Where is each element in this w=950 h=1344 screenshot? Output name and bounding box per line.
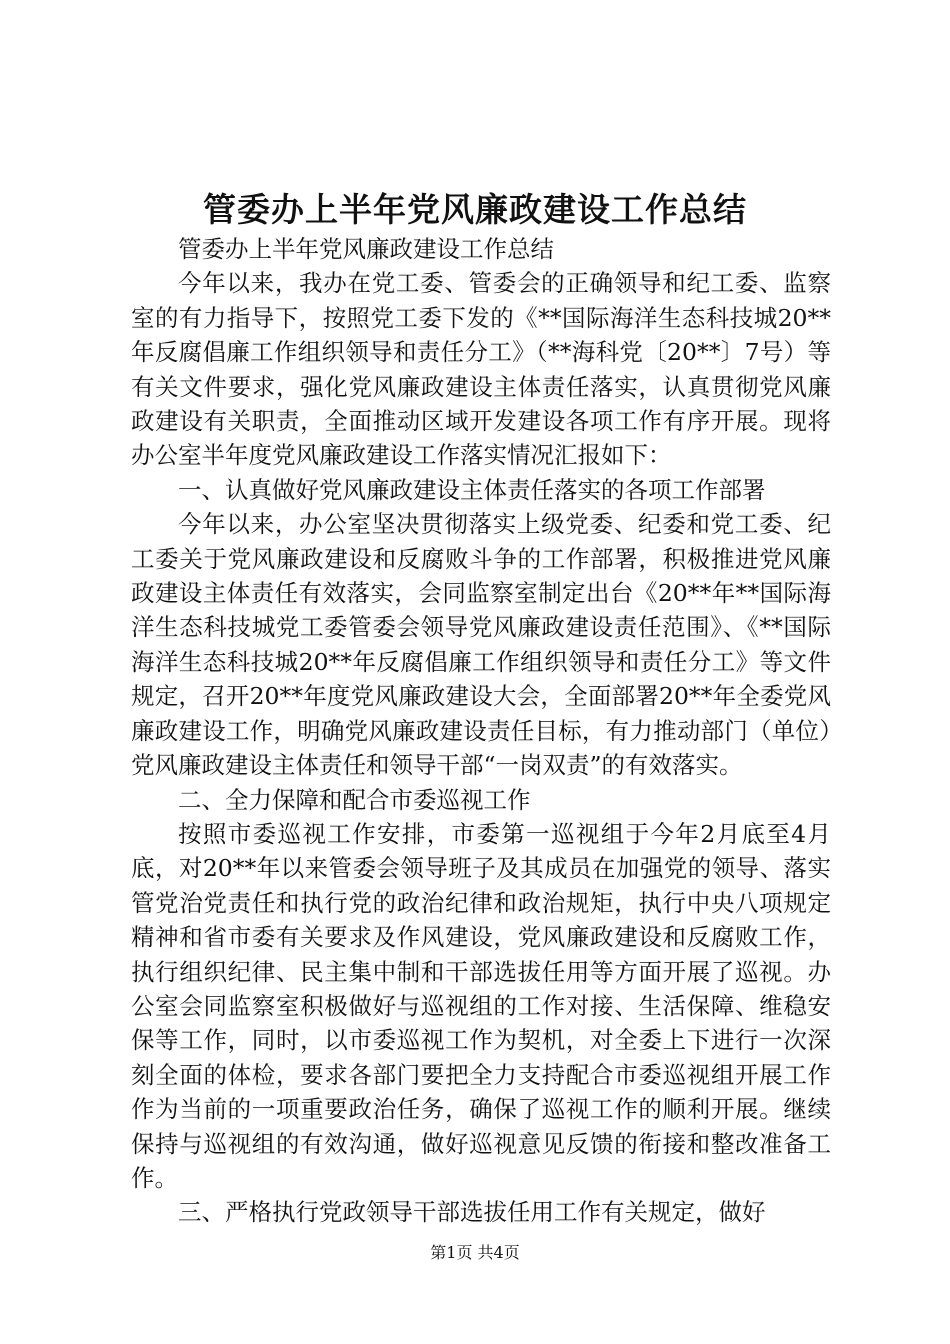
intro-paragraph: 今年以来，我办在党工委、管委会的正确领导和纪工委、监察室的有力指导下，按照党工委下发的《**国际海洋生态科技城20**年反腐倡廉工作组织领导和责任分工》（**海科党〔20**〕7号）等有关文件要求，强化党风廉政建设主体责任落实，认真贯彻党风廉政建设有关职责，全面推动区域开发建设各项工作有序开展。现将办公室半年度党风廉政建设工作落实情况汇报如下： <box>131 269 831 470</box>
section-1-paragraph: 今年以来，办公室坚决贯彻落实上级党委、纪委和党工委、纪工委关于党风廉政建设和反腐败斗争的工作部署，积极推进党风廉政建设主体责任有效落实，会同监察室制定出台《20**年**国际海洋生态科技城党工委管委会领导党风廉政建设责任范围》、《**国际海洋生态科技城20**年反腐倡廉工作组织领导和责任分工》等文件规定，召开20**年度党风廉政建设大会，全面部署20**年全委党风廉政建设工作，明确党风廉政建设责任目标，有力推动部门（单位）党风廉政建设主体责任和领导干部“一岗双责”的有效落实。 <box>131 510 831 780</box>
document-title: 管委办上半年党风廉政建设工作总结 <box>203 190 747 229</box>
section-heading-1: 一、认真做好党风廉政建设主体责任落实的各项工作部署 <box>178 475 766 504</box>
page-footer: 第1页 共4页 <box>430 1243 520 1262</box>
section-heading-3: 三、严格执行党政领导干部选拔任用工作有关规定，做好 <box>178 1198 766 1227</box>
document-body <box>131 232 831 1230</box>
subtitle-paragraph: 管委办上半年党风廉政建设工作总结 <box>178 235 554 263</box>
section-heading-2: 二、全力保障和配合市委巡视工作 <box>178 785 531 814</box>
section-2-paragraph: 按照市委巡视工作安排，市委第一巡视组于今年2月底至4月底，对20**年以来管委会领导班子及其成员在加强党的领导、落实管党治党责任和执行党的政治纪律和政治规矩，执行中央八项规定精神和省市委有关要求及作风建设，党风廉政建设和反腐败工作，执行组织纪律、民主集中制和干部选拔任用等方面开展了巡视。办公室会同监察室积极做好与巡视组的工作对接、生活保障、维稳安保等工作，同时，以市委巡视工作为契机，对全委上下进行一次深刻全面的体检，要求各部门要把全力支持配合市委巡视组开展工作作为当前的一项重要政治任务，确保了巡视工作的顺利开展。继续保持与巡视组的有效沟通，做好巡视意见反馈的衔接和整改准备工作。 <box>131 819 831 1192</box>
